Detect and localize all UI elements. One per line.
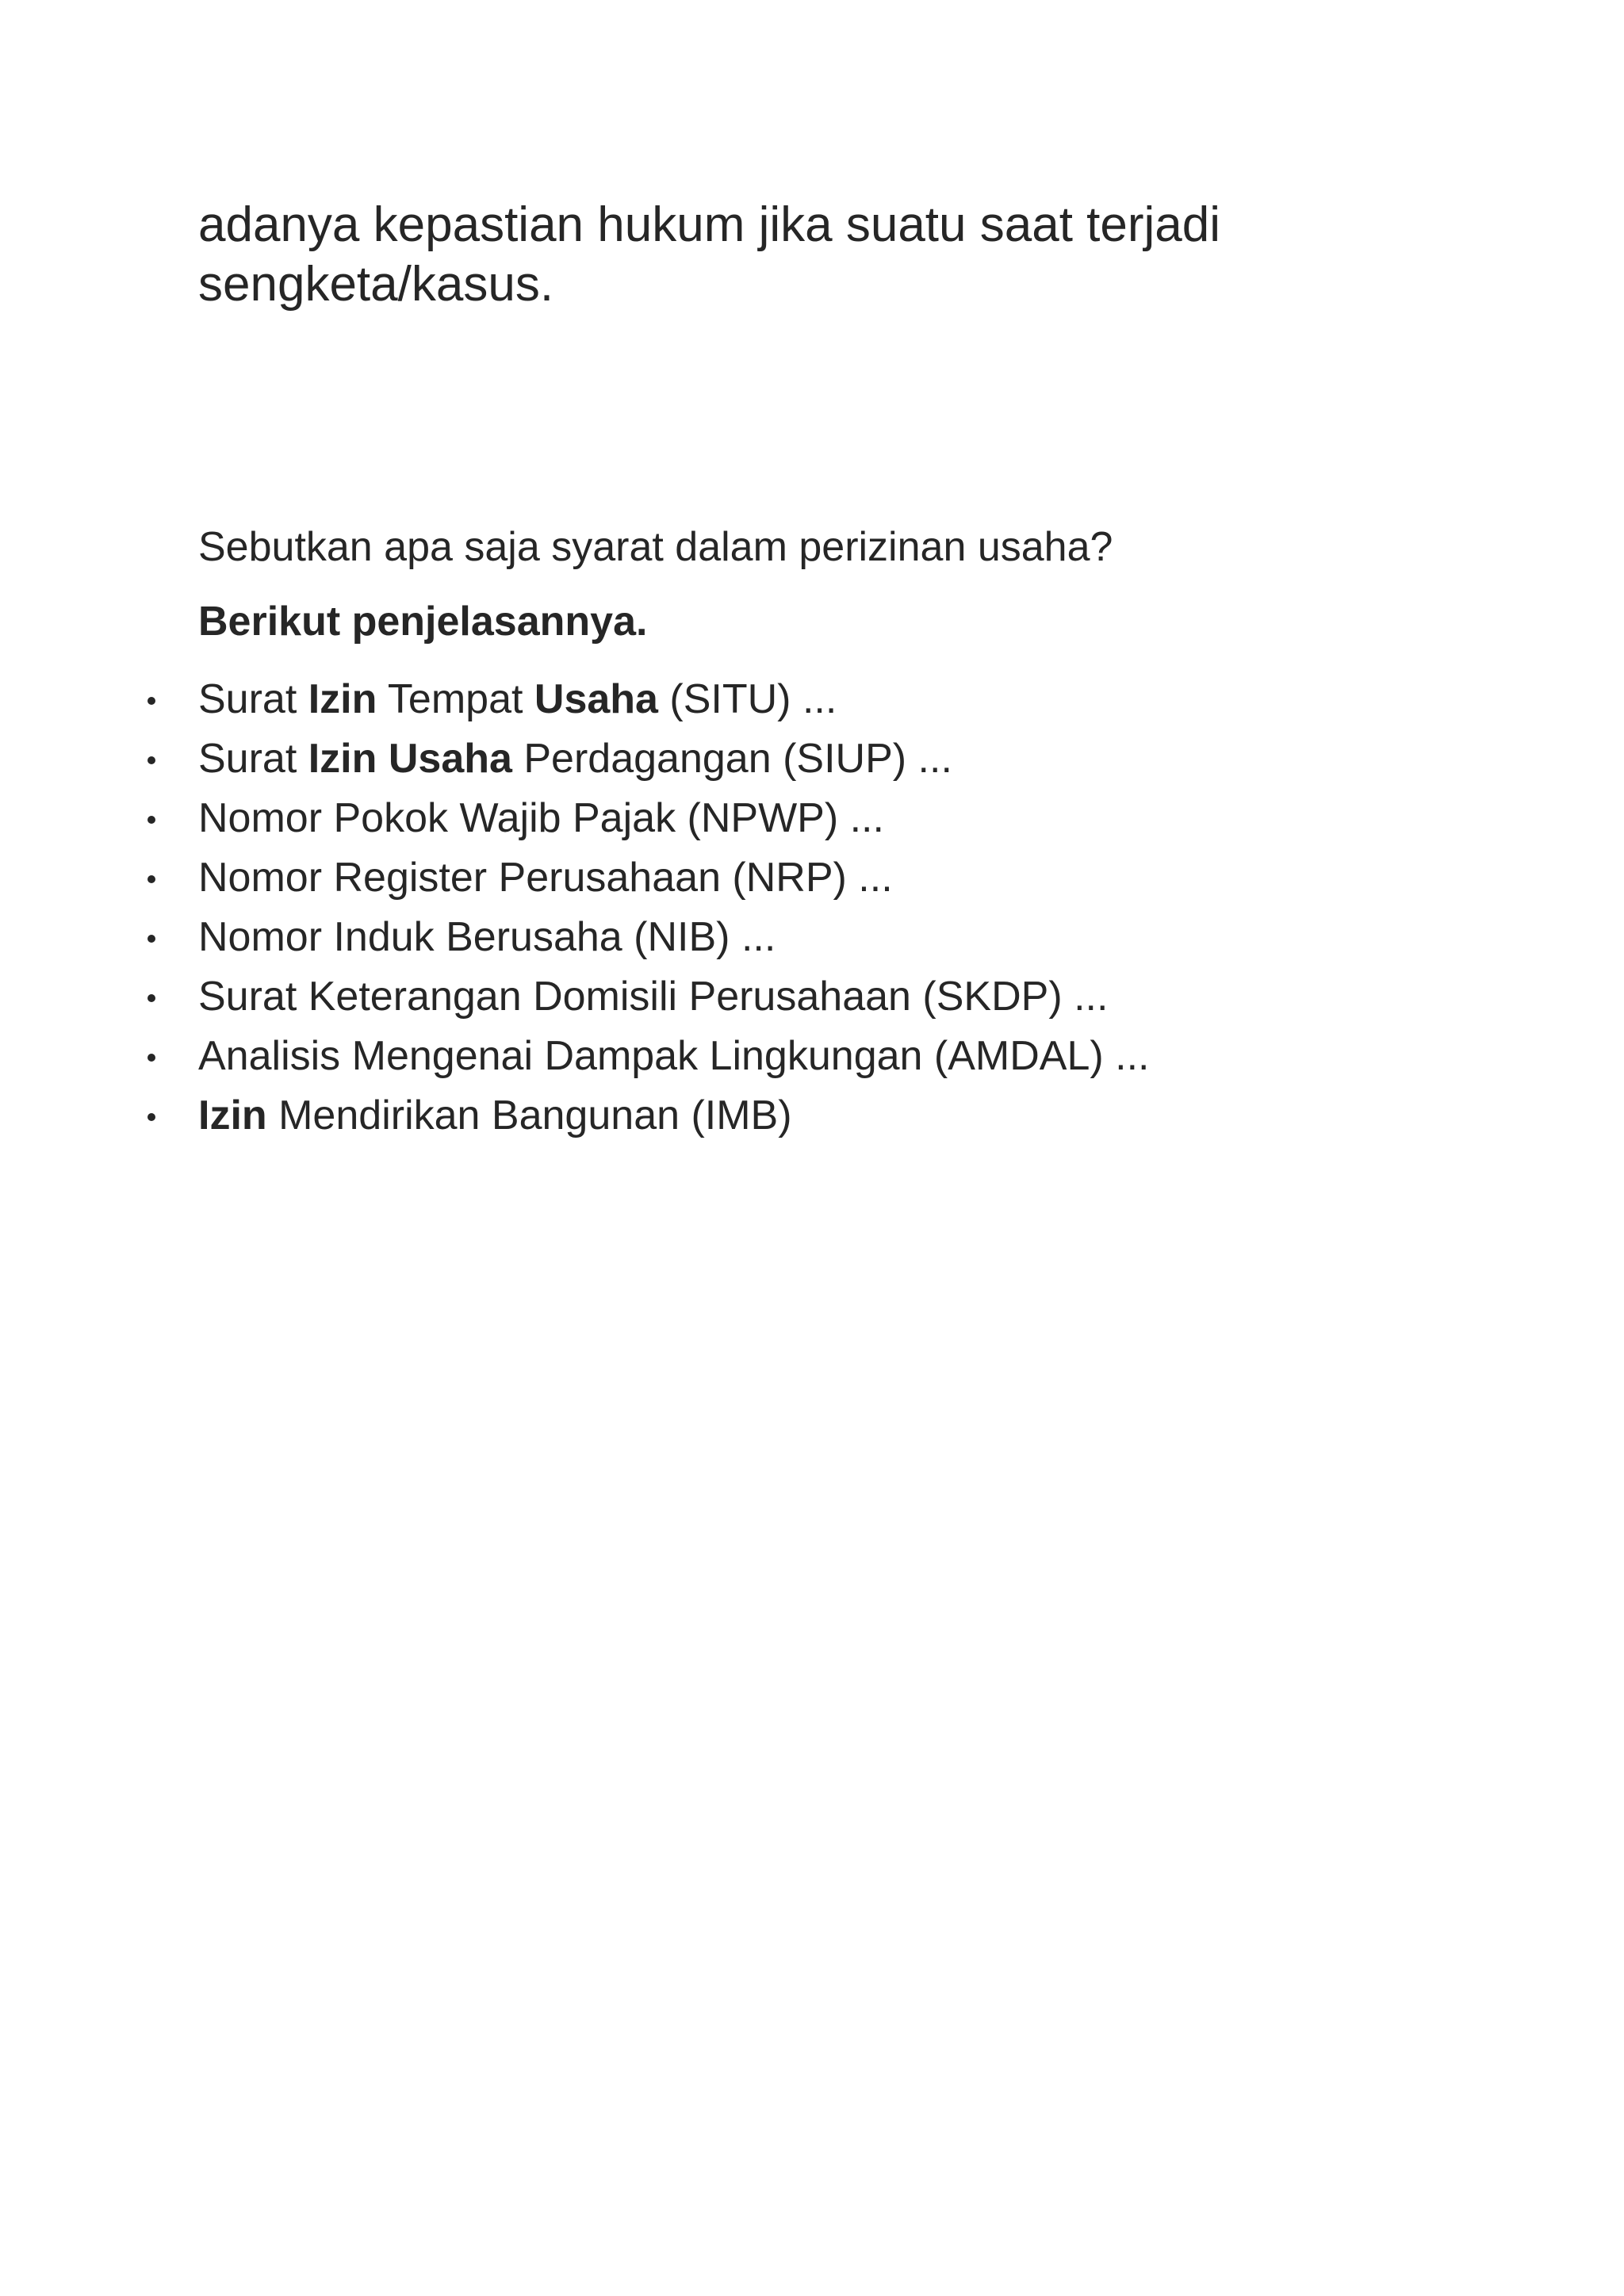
list-item	[143, 729, 1149, 789]
list-item-text: Analisis Mengenai Dampak Lingkungan (AMDAL) ...	[198, 1033, 1150, 1079]
subheading: Berikut penjelasannya.	[198, 599, 648, 645]
list-item	[143, 1027, 1149, 1086]
bullet-icon	[147, 697, 155, 705]
bullet-icon	[147, 1054, 155, 1062]
bullet-icon	[147, 756, 155, 764]
question-text: Sebutkan apa saja syarat dalam perizinan usaha?	[198, 524, 1113, 570]
list-item-text: Nomor Induk Berusaha (NIB) ...	[198, 914, 776, 960]
list-item-text: Surat Keterangan Domisili Perusahaan (SKDP) ...	[198, 974, 1109, 1020]
list-item-text: (SITU) ...	[657, 676, 837, 722]
bullet-icon	[147, 994, 155, 1002]
list-item-text: Perdagangan (SIUP) ...	[511, 736, 952, 782]
list-item	[143, 967, 1149, 1027]
intro-paragraph: adanya kepastian hukum jika suatu saat terjadi sengketa/kasus.	[198, 197, 1221, 312]
requirements-list	[143, 670, 1149, 1146]
list-item-bold-text: Usaha	[534, 676, 658, 722]
list-item-bold-text: Izin	[308, 676, 377, 722]
list-item-text: Mendirikan Bangunan (IMB)	[266, 1093, 792, 1138]
bullet-icon	[147, 935, 155, 943]
list-item	[143, 670, 1149, 729]
bullet-icon	[147, 1113, 155, 1121]
list-item-text: Tempat	[377, 676, 534, 722]
list-item-text: Surat	[198, 676, 308, 722]
list-item-text: Nomor Register Perusahaan (NRP) ...	[198, 855, 893, 901]
list-item	[143, 908, 1149, 967]
bullet-icon	[147, 816, 155, 824]
list-item	[143, 848, 1149, 908]
list-item-text: Surat	[198, 736, 308, 782]
list-item	[143, 789, 1149, 848]
list-item-bold-text: Izin Usaha	[308, 736, 512, 782]
list-item-bold-text: Izin	[198, 1093, 267, 1138]
bullet-icon	[147, 875, 155, 883]
list-item	[143, 1086, 1149, 1146]
list-item-text: Nomor Pokok Wajib Pajak (NPWP) ...	[198, 795, 884, 841]
